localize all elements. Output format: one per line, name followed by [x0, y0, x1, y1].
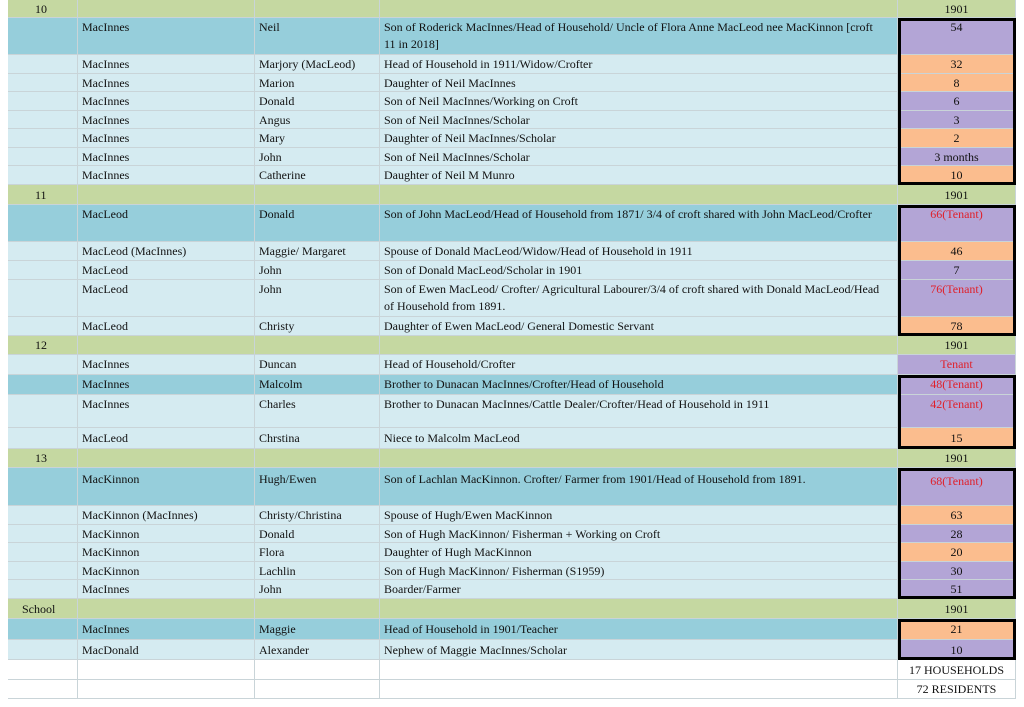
age: 7 [953, 263, 960, 277]
age: 8 [953, 76, 960, 90]
surname: MacDonald [82, 643, 139, 657]
forename: Donald [259, 527, 295, 541]
table-row [8, 580, 1016, 599]
croft-number: 10 [35, 2, 47, 16]
relationship-note: Spouse of Hugh/Ewen MacKinnon [384, 508, 553, 522]
forename: Christy [259, 319, 295, 333]
relationship-note: Niece to Malcolm MacLeod [384, 431, 520, 445]
surname: MacKinnon [82, 564, 140, 578]
forename: Angus [259, 113, 291, 127]
age: 76(Tenant) [930, 282, 983, 296]
table-row [8, 111, 1016, 129]
forename: John [259, 582, 282, 596]
age: 15 [950, 431, 963, 445]
total-residents: 72 RESIDENTS [916, 682, 997, 696]
forename: John [259, 282, 282, 296]
surname: MacInnes [82, 131, 130, 145]
age: 21 [950, 622, 963, 636]
forename: Lachlin [259, 564, 296, 578]
surname: MacLeod [82, 207, 128, 221]
forename: Chrstina [259, 431, 300, 445]
age: 66(Tenant) [930, 207, 983, 221]
relationship-note: Nephew of Maggie MacInnes/Scholar [384, 643, 567, 657]
relationship-note: Head of Household in 1901/Teacher [384, 622, 558, 636]
age: Tenant [940, 357, 973, 371]
surname: MacInnes [82, 94, 130, 108]
croft-number: School [22, 602, 56, 616]
totals-row [8, 680, 1016, 699]
relationship-note: Daughter of Neil MacInnes/Scholar [384, 131, 556, 145]
table-row [8, 395, 1016, 428]
forename: Alexander [259, 643, 309, 657]
age: 54 [950, 20, 963, 34]
croft-header-row [8, 0, 1016, 18]
croft-number: 12 [35, 338, 47, 352]
forename: John [259, 150, 282, 164]
forename: Marjory (MacLeod) [259, 57, 356, 71]
surname: MacInnes [82, 377, 130, 391]
relationship-note: Son of Roderick MacInnes/Head of Household/ Uncle of Flora Anne MacLeod nee MacKinnon [croft 11 in 2018] [384, 20, 873, 51]
surname: MacInnes [82, 582, 130, 596]
table-row [8, 92, 1016, 111]
census-year: 1901 [944, 451, 969, 465]
table-row [8, 55, 1016, 74]
census-year: 1901 [944, 188, 969, 202]
surname: MacInnes [82, 168, 130, 182]
table-row [8, 261, 1016, 280]
relationship-note: Daughter of Ewen MacLeod/ General Domestic Servant [384, 319, 654, 333]
table-row [8, 18, 1016, 55]
table-row [8, 148, 1016, 166]
age: 68(Tenant) [930, 474, 983, 488]
croft-header-row [8, 599, 1016, 619]
forename: Mary [259, 131, 285, 145]
age: 2 [953, 131, 960, 145]
forename: Maggie/ Margaret [259, 244, 346, 258]
relationship-note: Boarder/Farmer [384, 582, 461, 596]
relationship-note: Daughter of Hugh MacKinnon [384, 545, 532, 559]
table-row [8, 129, 1016, 148]
age: 6 [953, 94, 960, 108]
surname: MacLeod [82, 319, 128, 333]
age: 10 [950, 168, 963, 182]
table-row [8, 468, 1016, 506]
surname: MacLeod (MacInnes) [82, 244, 187, 258]
forename: Neil [259, 20, 280, 34]
surname: MacLeod [82, 282, 128, 296]
relationship-note: Son of Hugh MacKinnon/ Fisherman + Working on Croft [384, 527, 661, 541]
surname: MacInnes [82, 57, 130, 71]
croft-number: 13 [35, 451, 47, 465]
relationship-note: Son of Donald MacLeod/Scholar in 1901 [384, 263, 583, 277]
table-row [8, 317, 1016, 336]
surname: MacInnes [82, 113, 130, 127]
age: 48(Tenant) [930, 377, 983, 391]
surname: MacLeod [82, 431, 128, 445]
age: 20 [950, 545, 963, 559]
forename: Duncan [259, 357, 297, 371]
relationship-note: Head of Household in 1911/Widow/Crofter [384, 57, 593, 71]
surname: MacKinnon [82, 472, 140, 486]
surname: MacInnes [82, 150, 130, 164]
age: 51 [950, 582, 963, 596]
surname: MacInnes [82, 397, 130, 411]
croft-header-row [8, 449, 1016, 468]
age: 78 [950, 319, 963, 333]
croft-header-row [8, 185, 1016, 205]
relationship-note: Son of Ewen MacLeod/ Crofter/ Agricultural Labourer/3/4 of croft shared with Donald MacLeod/Head of Household from 1891. [384, 282, 880, 313]
table-row [8, 525, 1016, 543]
relationship-note: Head of Household/Crofter [384, 357, 516, 371]
age: 28 [950, 527, 963, 541]
surname: MacKinnon (MacInnes) [82, 508, 198, 522]
table-row [8, 166, 1016, 185]
table-row [8, 506, 1016, 525]
census-year: 1901 [944, 338, 969, 352]
relationship-note: Spouse of Donald MacLeod/Widow/Head of Household in 1911 [384, 244, 693, 258]
age: 42(Tenant) [930, 397, 983, 411]
forename: Charles [259, 397, 296, 411]
relationship-note: Son of Hugh MacKinnon/ Fisherman (S1959) [384, 564, 605, 578]
surname: MacInnes [82, 622, 130, 636]
forename: Hugh/Ewen [259, 472, 317, 486]
surname: MacInnes [82, 76, 130, 90]
forename: Maggie [259, 622, 296, 636]
forename: John [259, 263, 282, 277]
forename: Marion [259, 76, 295, 90]
age: 3 months [934, 150, 979, 164]
census-year: 1901 [944, 2, 969, 16]
table-row [8, 562, 1016, 580]
relationship-note: Son of Lachlan MacKinnon. Crofter/ Farmer from 1901/Head of Household from 1891. [384, 472, 806, 486]
table-row [8, 619, 1016, 640]
forename: Catherine [259, 168, 306, 182]
surname: MacInnes [82, 357, 130, 371]
relationship-note: Daughter of Neil MacInnes [384, 76, 516, 90]
relationship-note: Brother to Dunacan MacInnes/Cattle Dealer/Crofter/Head of Household in 1911 [384, 397, 770, 411]
relationship-note: Son of Neil MacInnes/Scholar [384, 150, 530, 164]
croft-number: 11 [35, 188, 47, 202]
forename: Christy/Christina [259, 508, 342, 522]
age: 10 [950, 643, 963, 657]
relationship-note: Son of Neil MacInnes/Working on Croft [384, 94, 579, 108]
table-row [8, 428, 1016, 449]
table-row [8, 280, 1016, 317]
croft-header-row [8, 336, 1016, 355]
forename: Flora [259, 545, 285, 559]
relationship-note: Brother to Dunacan MacInnes/Crofter/Head of Household [384, 377, 664, 391]
age: 3 [953, 113, 960, 127]
totals-row [8, 660, 1016, 680]
forename: Malcolm [259, 377, 303, 391]
surname: MacInnes [82, 20, 130, 34]
age: 46 [950, 244, 963, 258]
table-row [8, 375, 1016, 395]
census-year: 1901 [944, 602, 969, 616]
forename: Donald [259, 94, 295, 108]
table-row [8, 543, 1016, 562]
surname: MacKinnon [82, 527, 140, 541]
surname: MacKinnon [82, 545, 140, 559]
table-row [8, 74, 1016, 92]
table-row [8, 242, 1016, 261]
table-row [8, 355, 1016, 375]
table-row [8, 205, 1016, 242]
total-households: 17 HOUSEHOLDS [908, 663, 1004, 677]
relationship-note: Son of Neil MacInnes/Scholar [384, 113, 530, 127]
surname: MacLeod [82, 263, 128, 277]
age: 32 [950, 57, 963, 71]
relationship-note: Daughter of Neil M Munro [384, 168, 515, 182]
age: 63 [950, 508, 963, 522]
table-row [8, 640, 1016, 660]
age: 30 [950, 564, 963, 578]
relationship-note: Son of John MacLeod/Head of Household from 1871/ 3/4 of croft shared with John MacLeod/Crofter [384, 207, 872, 221]
forename: Donald [259, 207, 295, 221]
